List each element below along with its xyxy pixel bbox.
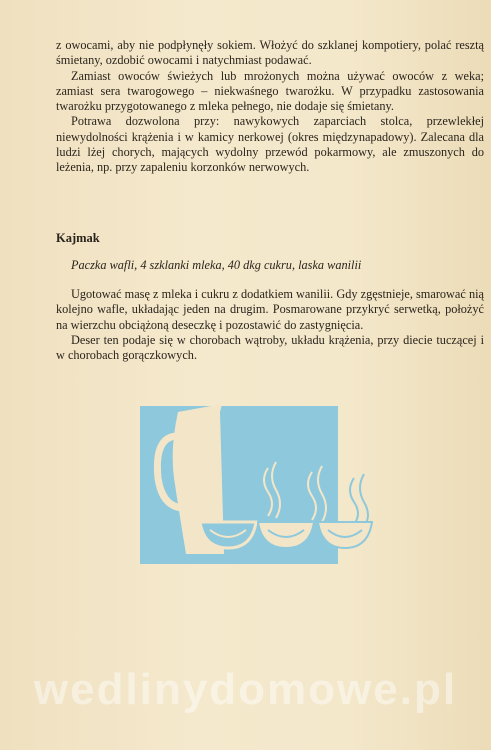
paragraph: Ugotować masę z mleka i cukru z dodatkiem wanilii. Gdy zgęstnieje, smarować nią kolejno wafle, układając jeden na drugim. Posmarowane przykryć serwetką, położyć na wierzchu obciążoną deseczkę i pozostawić do zastygnięcia. [56,287,484,332]
recipe-ingredients: Paczka wafli, 4 szklanki mleka, 40 dkg cukru, laska wanilii [71,258,362,272]
jug-and-bowls-illustration [140,398,380,568]
recipe-instructions [56,287,484,363]
paragraph: Zamiast owoców świeżych lub mrożonych można używać owoców z weka; zamiast sera twarogowego – niekwaśnego twarożku. W przypadku zastosowania twarożku przygotowanego z mleka pełnego, nie dodaje się śmietany. [56,68,484,114]
recipe-title: Kajmak [56,231,100,245]
watermark: wedlinydomowe.pl [33,665,458,714]
text-block-top [56,38,484,176]
paragraph: z owocami, aby nie podpłynęły sokiem. Włożyć do szklanej kompotiery, polać resztą śmietany, ozdobić owocami i natychmiast podawać. [56,38,484,68]
paragraph: Deser ten podaje się w chorobach wątroby, układu krążenia, przy diecie tuczącej i w chorobach gorączkowych. [56,332,484,363]
paragraph: Potrawa dozwolona przy: nawykowych zaparciach stolca, przewlekłej niewydolności krążenia i w kamicy nerkowej (okres międzynapadowy). Zalecana dla ludzi lżej chorych, mających wydolny przewód pokarmowy, ale zmuszonych do leżenia, np. przy zapaleniu korzonków nerwowych. [56,114,484,175]
